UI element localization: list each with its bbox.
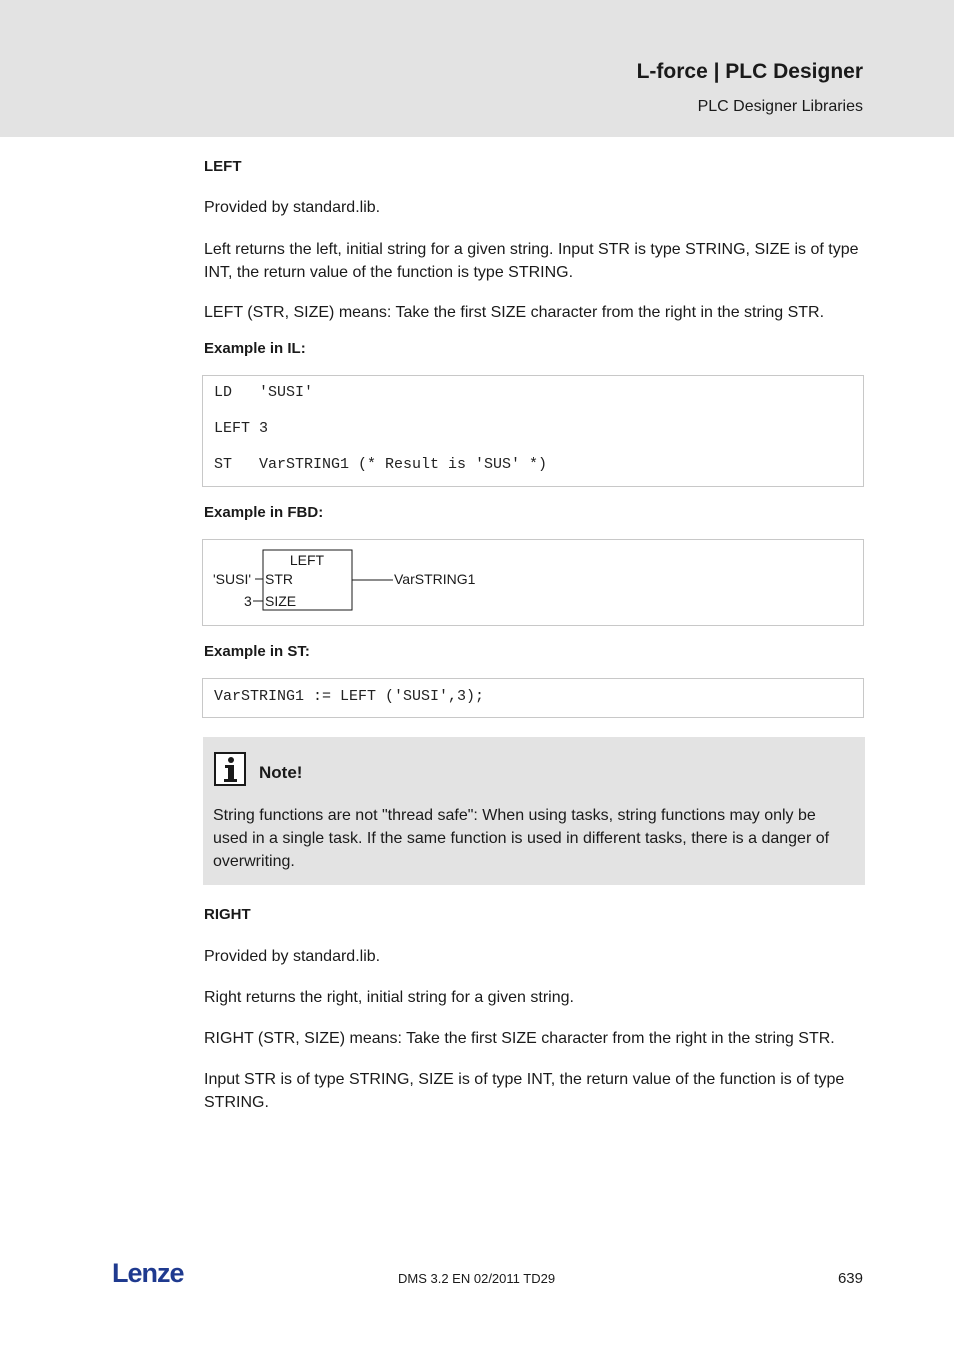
document-title: L-force | PLC Designer: [636, 60, 863, 83]
st-example-heading: Example in ST:: [204, 643, 310, 660]
il-code-line: LEFT 3: [214, 420, 269, 437]
fbd-input-str-label: STR: [265, 571, 293, 587]
note-text: String functions are not "thread safe": When using tasks, string functions may only be used in a single task. If the same function is used in different tasks, there is a danger of overwriting.: [213, 807, 830, 870]
fbd-example-heading: Example in FBD:: [204, 504, 324, 521]
fbd-input-size-label: SIZE: [265, 593, 297, 609]
info-icon: [214, 752, 246, 786]
fbd-diagram: [203, 540, 863, 625]
il-code-line: ST VarSTRING1 (* Result is 'SUS' *): [214, 456, 548, 473]
fbd-input-str-value: 'SUSI': [213, 571, 252, 587]
section-heading-right: RIGHT: [204, 906, 251, 923]
fbd-diagram-box: [202, 539, 864, 626]
right-provided-text: Provided by standard.lib.: [204, 948, 381, 965]
left-provided-text: Provided by standard.lib.: [204, 199, 381, 216]
il-code-block: [202, 375, 864, 487]
left-meaning-text: LEFT (STR, SIZE) means: Take the first SIZE character from the right in the string STR.: [204, 304, 825, 321]
st-code-block: [202, 678, 864, 718]
section-heading-left: LEFT: [204, 158, 242, 175]
note-title: Note!: [259, 763, 303, 782]
il-code-line: LD 'SUSI': [214, 384, 314, 401]
header-band: [0, 0, 954, 137]
fbd-output-var: VarSTRING1: [394, 571, 476, 587]
page-number: 639: [837, 1270, 863, 1287]
document-subtitle: PLC Designer Libraries: [697, 98, 863, 115]
st-code-line: VarSTRING1 := LEFT ('SUSI',3);: [214, 688, 485, 705]
lenze-logo: [112, 1258, 192, 1293]
right-meaning-text: RIGHT (STR, SIZE) means: Take the first SIZE character from the right in the string STR.: [204, 1030, 835, 1047]
left-description-text: Left returns the left, initial string for a given string. Input STR is type STRING, SIZE is of type INT, the return value of the function is type STRING.: [204, 241, 859, 281]
note-box: [203, 737, 865, 885]
right-description-text: Right returns the right, initial string for a given string.: [204, 989, 574, 1006]
svg-text:Lenze: Lenze: [112, 1258, 184, 1288]
il-example-heading: Example in IL:: [204, 340, 306, 357]
document-reference: DMS 3.2 EN 02/2011 TD29: [398, 1271, 556, 1286]
fbd-block-name: LEFT: [289, 552, 325, 568]
fbd-input-size-value: 3: [244, 593, 252, 609]
right-types-text: Input STR is of type STRING, SIZE is of type INT, the return value of the function is of type STRING.: [204, 1071, 845, 1111]
